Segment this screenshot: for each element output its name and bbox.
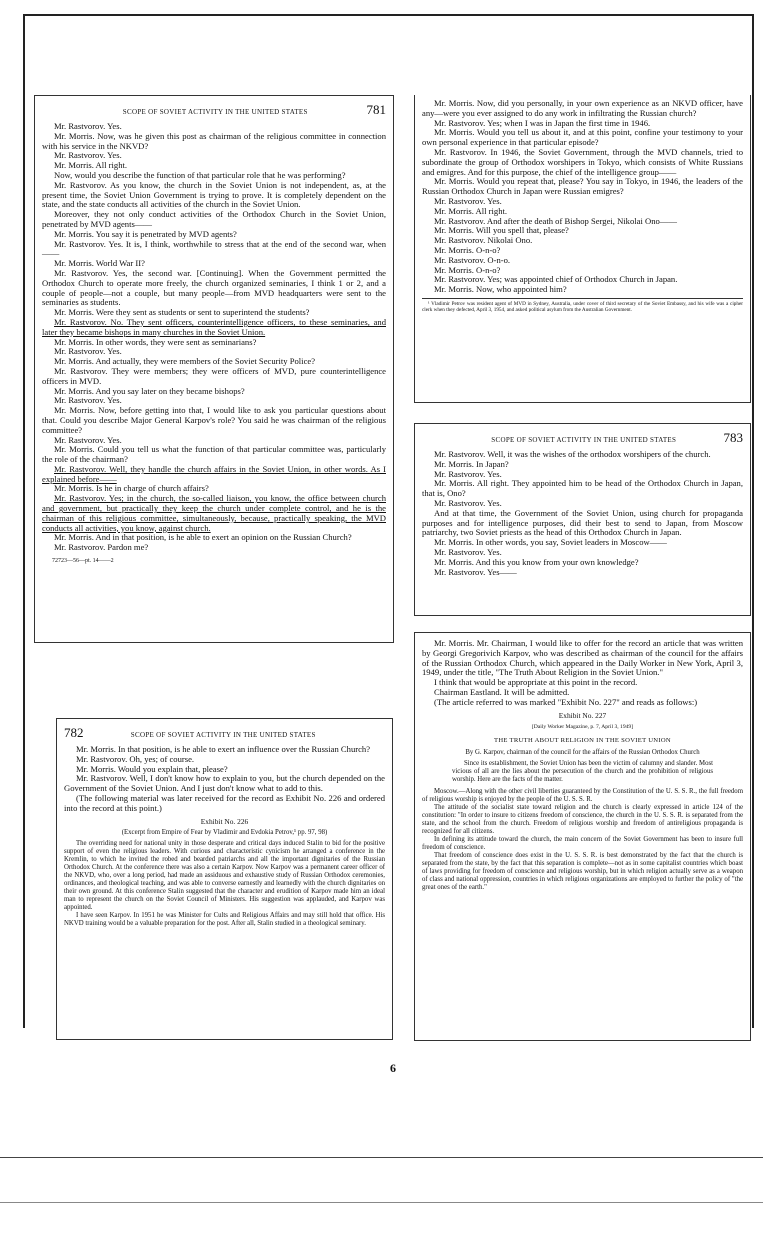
paragraph: Mr. Morris. Would you tell us about it, and at this point, confine your testimony to your own personal experience in that particular episode? <box>422 127 743 148</box>
page-header <box>42 102 386 118</box>
page-781-panel <box>34 95 394 643</box>
page-783-continued-panel <box>414 632 751 1041</box>
paragraph: (The article referred to was marked "Exhibit No. 227" and reads as follows:) <box>434 696 698 707</box>
article-paragraph: The attitude of the socialist state toward religion and the church is clearly expressed in article 124 of the constitution: "In order to insure to citizens freedom of conscience, the church in the U. S. S. R. is separated from the state, and the school from the church. Freedom of religious worship and freedom of antireligious propaganda is recognized for all citizens. <box>422 803 743 835</box>
paragraph: Mr. Rastvorov. Yes. <box>54 121 122 131</box>
paragraph: Mr. Rastvorov. O-n-o. <box>434 254 511 265</box>
paragraph: Mr. Morris. O-n-o? <box>434 264 501 275</box>
exhibit-source: (Excerpt from Empire of Fear by Vladimir and Evdokia Petrov,¹ pp. 97, 98) <box>121 829 328 837</box>
printer-line: 72723—56—pt. 14——2 <box>52 558 114 565</box>
article-paragraph: Moscow.—Along with the other civil liberties guaranteed by the Constitution of the U. S. S. R., the full freedom of religious worship is enjoyed by the people of the U. S. S. R. <box>422 787 743 803</box>
paragraph: Mr. Morris. Could you tell us what the function of that particular committee was, particularly the role of the chairman? <box>42 444 386 465</box>
paragraph: Mr. Morris. Now, was he given this post as chairman of the religious committee in connection with his service in the NKVD? <box>42 130 386 151</box>
paragraph: Mr. Rastvorov. Oh, yes; of course. <box>76 753 195 764</box>
exhibit-heading: Exhibit No. 227 <box>558 710 607 720</box>
paragraph: Mr. Morris. Is he in charge of church affairs? <box>54 483 209 494</box>
underlined-paragraph: Mr. Rastvorov. Yes; in the church, the so-called liaison, you know, the office between church and government, but practically they keep the church under complete control, and he is the chairman of this religious committee, simultaneously, because, practically speaking, the MVD conducts all activities, you know, against church. <box>42 493 386 533</box>
paragraph: Mr. Morris. Now, did you personally, in your own experience as an NKVD officer, have any—were you ever assigned to do any work in infiltrating the Russian church? <box>422 98 743 118</box>
paragraph: Mr. Morris. World War II? <box>54 258 145 269</box>
page-782-panel <box>56 718 393 1040</box>
paragraph: And at that time, the Government of the Soviet Union, using church for propaganda purposes and for intelligence purposes, did their best to send to Japan, from Moscow patriarchy, two Soviet priests as the head of this Orthodox Church in Japan. <box>422 507 743 538</box>
paragraph: Mr. Morris. All right. <box>54 160 128 171</box>
paragraph: Mr. Morris. And you say later on they became bishops? <box>54 385 245 396</box>
paragraph: Mr. Morris. Were they sent as students or sent to superintend the students? <box>54 307 310 318</box>
article-byline: By G. Karpov, chairman of the council for the affairs of the Russian Orthodox Church <box>465 748 700 756</box>
article-title: THE TRUTH ABOUT RELIGION IN THE SOVIET UNION <box>494 737 671 745</box>
running-title: SCOPE OF SOVIET ACTIVITY IN THE UNITED STATES <box>491 436 677 444</box>
paragraph: Mr. Morris. All right. They appointed him to be head of the Orthodox Church in Japan, that is, Ono? <box>422 478 743 499</box>
page-number-782: 782 <box>64 725 84 740</box>
paragraph: Mr. Rastvorov. In 1946, the Soviet Government, through the MVD channels, tried to subordinate the group of Orthodox worshipers in Tokyo, which consists of White Russians and emigres. And for this purpose, the chief of the intelligence group—— <box>422 146 743 177</box>
paragraph: Mr. Morris. And this you know from your own knowledge? <box>434 556 639 567</box>
exhibit-heading: Exhibit No. 226 <box>200 816 249 826</box>
footnote: ¹ Vladimir Petrov was resident agent of MVD in Sydney, Australia, under cover of third secretary of the Soviet Embassy, and his wife was a cipher clerk when they defected, April 3, 1954, and asked political asylum from the Australian Government. <box>422 298 743 313</box>
paragraph: Chairman Eastland. It will be admitted. <box>434 686 570 697</box>
paragraph: Mr. Morris. In Japan? <box>434 458 509 469</box>
running-title: SCOPE OF SOVIET ACTIVITY IN THE UNITED STATES <box>122 108 308 116</box>
paragraph: Mr. Morris. O-n-o? <box>434 244 501 255</box>
paragraph: Mr. Morris. And actually, they were members of the Soviet Security Police? <box>54 356 316 367</box>
paragraph: Mr. Morris. All right. <box>434 205 508 216</box>
paragraph: (The following material was later received for the record as Exhibit No. 226 and ordered into the record at this point.) <box>64 792 385 813</box>
page-header <box>64 725 385 741</box>
page-header <box>422 430 743 446</box>
paragraph: Mr. Morris. In other words, they were sent as seminarians? <box>54 336 257 347</box>
paragraph: Mr. Rastvorov. They were members; they were officers of MVD, pure counterintelligence officers in MVD. <box>42 365 386 386</box>
excerpt-paragraph: I have seen Karpov. In 1951 he was Minister for Cults and Religious Affairs and may still hold that office. His NKVD training would be a valuable preparation for the post. After all, Stalin studied in a theological seminary. <box>64 912 385 928</box>
page-number: 6 <box>390 1061 396 1075</box>
paragraph: Mr. Rastvorov. Yes. <box>54 150 122 161</box>
paragraph: Mr. Morris. Would you repeat that, please? You say in Tokyo, in 1946, the leaders of the Russian Orthodox Church in Japan were Russian emigres? <box>422 176 743 197</box>
paragraph: Mr. Morris. Will you spell that, please? <box>434 225 569 236</box>
article-paragraph: In defining its attitude toward the church, the main concern of the Soviet Government has been to insure full freedom of conscience. <box>422 835 743 851</box>
article-lede: Since its establishment, the Soviet Union has been the victim of calumny and slander. Most vicious of all are the lies about the persecution of the church and the prohibition of religious worship. Here are the facts of the matter. <box>452 759 713 783</box>
paragraph: Mr. Rastvorov. Nikolai Ono. <box>434 235 533 246</box>
paragraph: Mr. Rastvorov. Yes. <box>54 434 122 445</box>
page-number-781: 781 <box>366 102 386 117</box>
paragraph: Mr. Rastvorov. Yes. <box>434 195 502 206</box>
exhibit-source: [Daily Worker Magazine, p. 7, April 3, 1949] <box>531 724 634 731</box>
paragraph: Mr. Rastvorov. Yes; when I was in Japan the first time in 1946. <box>434 117 651 128</box>
scan-edge-line <box>0 1202 763 1203</box>
page-number-783: 783 <box>723 430 743 445</box>
paragraph: Mr. Rastvorov. Yes. <box>54 346 122 357</box>
paragraph: Mr. Morris. In that position, is he able to exert an influence over the Russian Church? <box>76 744 371 754</box>
paragraph: Moreover, they not only conduct activities of the Orthodox Church in the Soviet Union, penetrated by MVD agents—— <box>42 209 386 229</box>
paragraph: Mr. Rastvorov. Well, I don't know how to explain to you, but the church depended on the Government of the Soviet Union. And I just don't know what to add to this. <box>64 773 385 794</box>
scan-edge-line <box>0 1157 763 1158</box>
running-title: SCOPE OF SOVIET ACTIVITY IN THE UNITED STATES <box>130 731 316 739</box>
paragraph: Mr. Morris. Would you explain that, please? <box>76 763 228 774</box>
paragraph: Now, would you describe the function of that particular role that he was performing? <box>54 169 346 180</box>
paragraph: Mr. Rastvorov. And after the death of Bishop Sergei, Nikolai Ono—— <box>434 215 677 226</box>
excerpt-paragraph: The overriding need for national unity in those desperate and critical days induced Stalin to bid for the positive support of even the religious leaders. With curious and characteristic cynicism he arranged a conference in the Kremlin, to which he invited the robed and bearded patriarchs and all the important dignitaries of the Russian Orthodox Church. At the conference there was also a certain Karpov. Now Karpov was a permanent career officer of the NKVD, who, over a long period, had made an assiduous and exhaustive study of Russian Orthodox ceremonies, ordinances, and theological teaching, and was able to converse earnestly and learnedly with the church dignitaries on their own ground. At this conference Stalin suggested that the character and erudition of Karpov made him an ideal man to represent the church on the Soviet Council of Ministers. His suggestion was applauded, and Karpov was appointed. <box>64 840 385 912</box>
paragraph: Mr. Rastvorov. Yes. <box>434 546 502 557</box>
paragraph: I think that would be appropriate at this point in the record. <box>434 677 638 688</box>
paragraph: Mr. Rastvorov. Yes. <box>54 395 122 406</box>
paragraph: Mr. Rastvorov. Yes—— <box>434 566 517 577</box>
paragraph: Mr. Rastvorov. Yes, the second war. [Continuing]. When the Government permitted the Orthodox Church to operate more freely, the church organized seminaries, I think 1 or 2, and a couple of people—not a couple, but many people—from MVD headquarters were sent to the seminaries as students. <box>42 267 386 308</box>
article-paragraph: That freedom of conscience does exist in the U. S. S. R. is best demonstrated by the fact that the church is separated from the state, by the fact that this separation is complete—not as in some capitalist countries which boast of laws providing for freedom of conscience and religious worship, but in which religion actually serve as a weapon of class and national oppression, countries in which religious organizations are employed to further the policy of "the great ones of the earth." <box>422 851 743 891</box>
underlined-paragraph: Mr. Rastvorov. Well, they handle the church affairs in the Soviet Union, in other words. As I explained before—— <box>42 463 386 484</box>
paragraph: Mr. Rastvorov. As you know, the church in the Soviet Union is not independent, as, at the present time, the Soviet Union Government is trying to prove. It is completely dependent on the state, and the state conducts all activities of the church in the Soviet Union. <box>42 179 386 210</box>
page-783-panel <box>414 423 751 616</box>
paragraph: Mr. Rastvorov. Yes. It is, I think, worthwhile to stress that at the end of the second war, when—— <box>42 238 386 259</box>
paragraph: Mr. Rastvorov. Yes. <box>434 468 502 479</box>
paragraph: Mr. Morris. You say it is penetrated by MVD agents? <box>54 228 237 239</box>
paragraph: Mr. Rastvorov. Pardon me? <box>54 542 149 553</box>
paragraph: Mr. Morris. Now, who appointed him? <box>434 284 567 295</box>
underlined-paragraph: Mr. Rastvorov. No. They sent officers, counterintelligence officers, to these seminaries, and later they became bishops in many churches in the Soviet Union. <box>42 316 386 337</box>
paragraph: Mr. Rastvorov. Yes; was appointed chief of Orthodox Church in Japan. <box>434 274 678 285</box>
page-782-continued-panel <box>414 95 751 403</box>
paragraph: Mr. Morris. And in that position, is he able to exert an opinion on the Russian Church? <box>54 532 352 543</box>
paragraph: Mr. Rastvorov. Yes. <box>434 497 502 508</box>
paragraph: Mr. Morris. Mr. Chairman, I would like to offer for the record an article that was written by Georgi Gregorivich Karpov, who was described as chairman of the council for the affairs of the Russian Orthodox Church, which appeared in the Daily Worker in New York, April 3, 1949, under the title, "The Truth About Religion in the Soviet Union." <box>422 638 743 678</box>
paragraph: Mr. Rastvorov. Well, it was the wishes of the orthodox worshipers of the church. <box>434 449 711 459</box>
paragraph: Mr. Morris. Now, before getting into that, I would like to ask you particular questions about that. Could you describe Major General Karpov's role? You said he was chairman of the religious committee? <box>42 405 386 435</box>
paragraph: Mr. Morris. In other words, you say, Soviet leaders in Moscow—— <box>434 537 667 548</box>
